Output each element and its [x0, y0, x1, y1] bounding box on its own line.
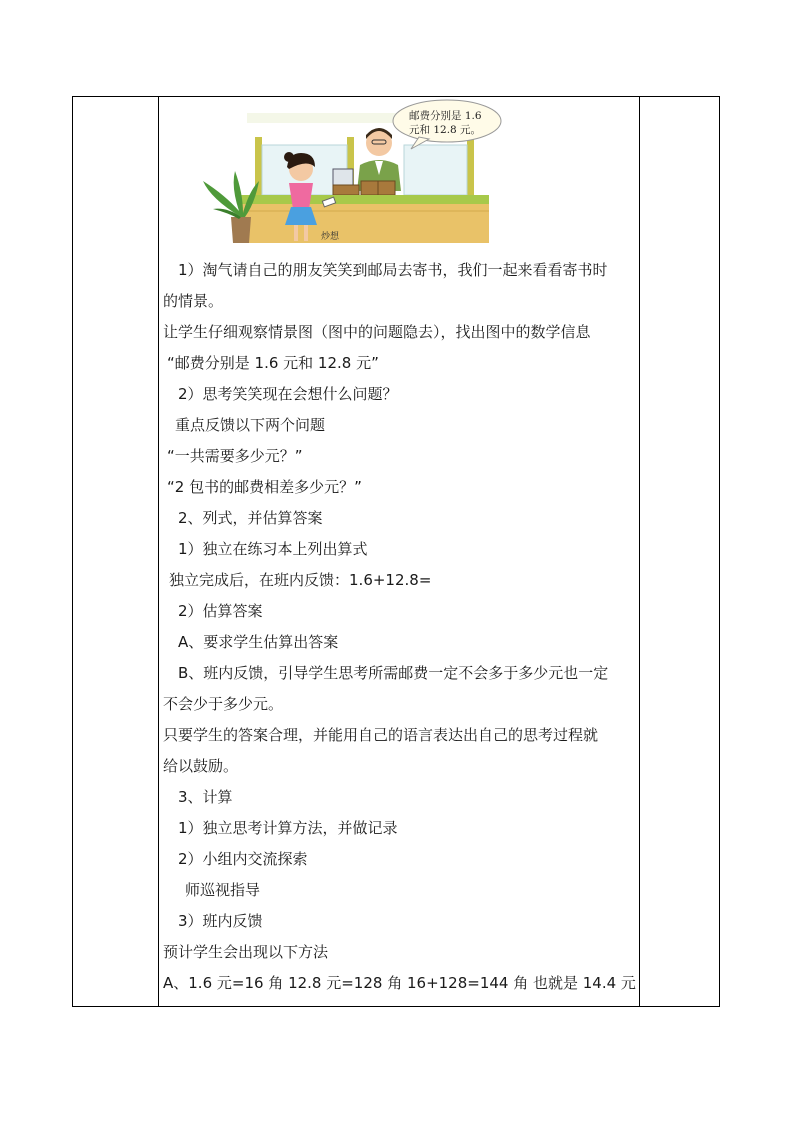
counter-top — [239, 195, 489, 204]
lesson-table — [72, 96, 720, 1007]
text-line: 的情景。 — [163, 292, 224, 310]
text-line: 2）小组内交流探索 — [178, 850, 308, 868]
text-line: 预计学生会出现以下方法 — [163, 943, 329, 961]
speech-bubble-line2: 元和 12.8 元。 — [409, 124, 482, 136]
computer-monitor — [333, 169, 353, 185]
plant-pot — [231, 217, 251, 243]
text-line: 2、列式，并估算答案 — [178, 509, 323, 527]
text-line: 独立完成后，在班内反馈：1.6+12.8= — [169, 571, 432, 589]
counter-front — [239, 204, 489, 243]
text-line: 2）估算答案 — [178, 602, 263, 620]
text-line: 只要学生的答案合理，并能用自己的语言表达出自己的思考过程就 — [163, 726, 599, 744]
girl-shirt — [289, 183, 313, 209]
text-line: 1）独立在练习本上列出算式 — [178, 540, 368, 558]
lesson-text — [163, 255, 639, 999]
text-line: “邮费分别是 1.6 元和 12.8 元” — [167, 354, 379, 372]
text-line: “2 包书的邮费相差多少元？” — [167, 478, 362, 496]
column-divider-left — [158, 97, 159, 1006]
text-line: 给以鼓励。 — [163, 757, 239, 775]
illustration-caption: 炒想 — [321, 232, 340, 242]
text-line: 重点反馈以下两个问题 — [175, 416, 326, 434]
speech-bubble-line1: 邮费分别是 1.6 — [409, 110, 482, 122]
parcel — [333, 185, 359, 195]
text-line: 师巡视指导 — [185, 881, 261, 899]
text-line: A、要求学生估算出答案 — [178, 633, 339, 651]
text-line: 1）淘气请自己的朋友笑笑到邮局去寄书，我们一起来看看寄书时 — [178, 261, 608, 279]
text-line: 不会少于多少元。 — [163, 695, 284, 713]
text-line: 2）思考笑笑现在会想什么问题？ — [178, 385, 398, 403]
post-office-illustration — [197, 99, 513, 243]
text-line: “一共需要多少元？” — [167, 447, 303, 465]
text-line: 1）独立思考计算方法，并做记录 — [178, 819, 398, 837]
text-line: 3）班内反馈 — [178, 912, 263, 930]
column-divider-right — [639, 97, 640, 1006]
glass-pane — [404, 145, 467, 195]
text-line: 让学生仔细观察情景图（图中的问题隐去），找出图中的数学信息 — [163, 323, 591, 341]
text-line: 3、计算 — [178, 788, 233, 806]
text-line: B、班内反馈，引导学生思考所需邮费一定不会多于多少元也一定 — [178, 664, 609, 682]
text-line: A、1.6 元=16 角 12.8 元=128 角 16+128=144 角 也就是 14.4 元 — [163, 974, 636, 992]
